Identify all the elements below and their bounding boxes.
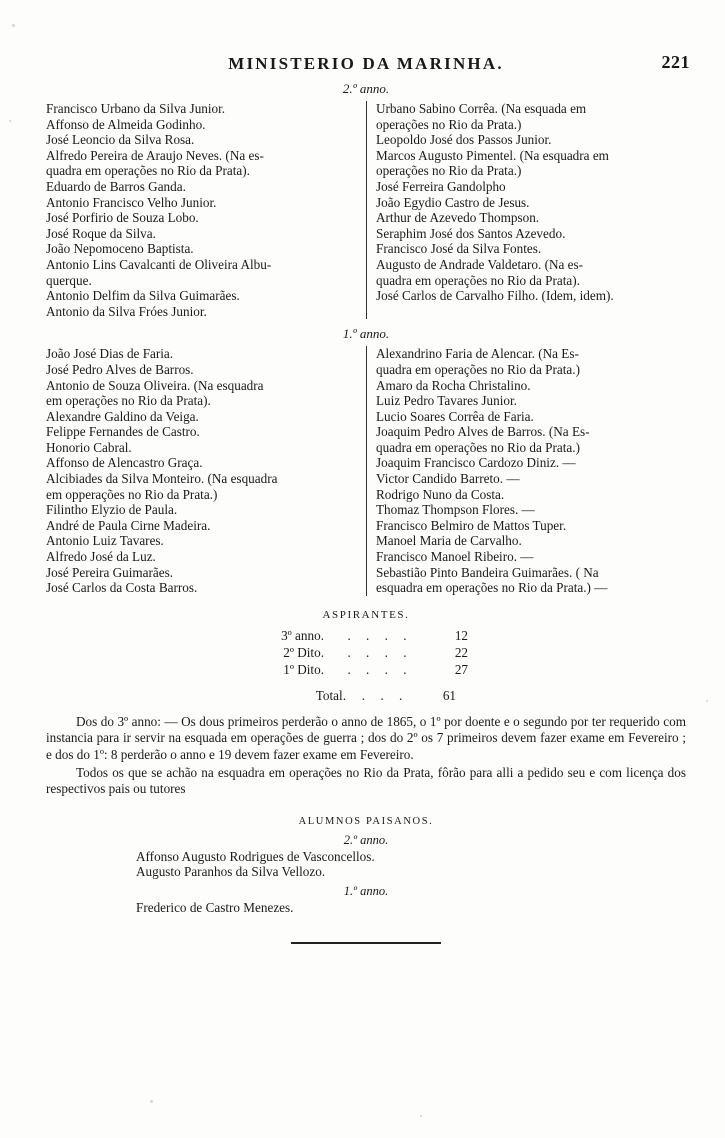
list-item-continuation: em operações no Rio da Prata). — [46, 393, 211, 409]
name-columns-section-2 — [46, 346, 686, 596]
list-item: Antonio Lins Cavalcanti de Oliveira Albu- — [46, 256, 272, 272]
page-title: MINISTERIO DA MARINHA. — [228, 54, 504, 73]
list-item: Affonso de Alencastro Graça. — [46, 455, 203, 471]
list-item: Felippe Fernandes de Castro. — [46, 424, 200, 440]
page-speck — [150, 1100, 153, 1103]
list-item-continuation: quadra em operações no Rio da Prata.) — [376, 361, 580, 377]
list-item: José Leoncio da Silva Rosa. — [46, 132, 195, 148]
page-number: 221 — [661, 52, 690, 72]
list-item: Affonso de Almeida Godinho. — [46, 116, 206, 132]
tally-value: 27 — [454, 661, 468, 677]
list-item: Luiz Pedro Tavares Junior. — [376, 393, 517, 409]
list-item: Antonio Delfim da Silva Guimarães. — [46, 288, 240, 304]
name-columns-section-1 — [46, 101, 686, 319]
tally-row — [216, 661, 516, 678]
list-item: José Pereira Guimarães. — [46, 564, 174, 580]
page-speck — [12, 24, 15, 27]
list-item: Amaro da Rocha Christalino. — [376, 377, 531, 393]
column-left — [46, 346, 366, 596]
list-item: Alfredo Pereira de Araujo Neves. (Na es- — [46, 147, 264, 163]
list-item: José Porfirio de Souza Lobo. — [46, 210, 199, 226]
list-item: Augusto de Andrade Valdetaro. (Na es- — [376, 256, 584, 272]
tally-label: 1º Dito. — [283, 661, 324, 677]
list-item: Frederico de Castro Menezes. — [136, 900, 294, 916]
tally-dots: . . . . — [347, 627, 413, 643]
tally-value: 12 — [454, 627, 468, 643]
page-content — [46, 44, 690, 944]
list-item: Rodrigo Nuno da Costa. — [376, 486, 505, 502]
list-item-continuation: quadra em operações no Rio da Prata). — [376, 272, 580, 288]
list-item: João Nepomoceno Baptista. — [46, 241, 194, 257]
list-item: Thomaz Thompson Flores. — — [376, 502, 535, 518]
list-item: Leopoldo José dos Passos Junior. — [376, 132, 552, 148]
list-item-continuation: querque. — [46, 272, 92, 288]
list-item: Francisco Manoel Ribeiro. — — [376, 549, 534, 565]
list-item: Marcos Augusto Pimentel. (Na esquadra em — [376, 147, 609, 163]
list-item: José Ferreira Gandolpho — [376, 178, 506, 194]
list-item-continuation: quadra em operações no Rio da Prata). — [46, 163, 250, 179]
list-item: José Roque da Silva. — [46, 225, 156, 241]
list-item-continuation: esquadra em operações no Rio da Prata.) — — [376, 580, 608, 596]
tally-total-label: Total. — [315, 687, 346, 703]
footer-rule — [291, 942, 441, 944]
list-item: Sebastião Pinto Bandeira Guimarães. ( Na — [376, 564, 599, 580]
list-item: Seraphim José dos Santos Azevedo. — [376, 225, 566, 241]
aspirantes-tally — [216, 627, 516, 704]
column-right — [366, 346, 686, 596]
page-speck — [9, 120, 11, 122]
list-item: Honorio Cabral. — [46, 439, 132, 455]
alumnos-year-label: 2.º anno. — [343, 832, 389, 847]
tally-label: 2º Dito. — [283, 644, 324, 660]
tally-dots: . . . . — [347, 644, 413, 660]
column-right — [366, 101, 686, 319]
tally-label: 3º anno. — [281, 627, 324, 643]
list-item-continuation: operações no Rio da Prata.) — [376, 116, 522, 132]
tally-total-row — [216, 687, 516, 704]
list-item: Alcibiades da Silva Monteiro. (Na esquadra — [46, 471, 278, 487]
tally-total-dots: . . . — [361, 687, 409, 703]
paragraph: Todos os que se achão na esquadra em operações no Rio da Prata, fôrão para alli a pedido seu e com licença dos respectivos pais ou tutores — [46, 765, 686, 797]
list-item: Alfredo José da Luz. — [46, 549, 156, 565]
tally-dots: . . . . — [347, 661, 413, 677]
list-item: Victor Candido Barreto. — — [376, 471, 520, 487]
list-item: Francisco Belmiro de Mattos Tuper. — [376, 517, 567, 533]
page-header — [46, 44, 690, 74]
list-item: Urbano Sabino Corrêa. (Na esquada em — [376, 101, 587, 116]
list-item: Lucio Soares Corrêa de Faria. — [376, 408, 534, 424]
list-item: André de Paula Cirne Madeira. — [46, 517, 211, 533]
list-item: Antonio da Silva Fróes Junior. — [46, 303, 207, 319]
list-item: Eduardo de Barros Ganda. — [46, 178, 186, 194]
tally-row — [216, 644, 516, 661]
page-speck — [420, 1115, 422, 1117]
list-item: Filintho Elyzio de Paula. — [46, 502, 178, 518]
list-item: José Carlos da Costa Barros. — [46, 580, 198, 596]
section-year-label: 2.º anno. — [342, 81, 390, 96]
list-item: Manoel Maria de Carvalho. — [376, 533, 522, 549]
list-item: Antonio Luiz Tavares. — [46, 533, 164, 549]
list-item: Antonio de Souza Oliveira. (Na esquadra — [46, 377, 264, 393]
list-item: João Egydio Castro de Jesus. — [376, 194, 530, 210]
list-item: José Carlos de Carvalho Filho. (Idem, idem). — [376, 288, 614, 304]
list-item: José Pedro Alves de Barros. — [46, 361, 194, 377]
alumnos-heading: ALUMNOS PAISANOS. — [298, 815, 434, 827]
list-item: Joaquim Francisco Cardozo Diniz. — — [376, 455, 576, 471]
list-item: Antonio Francisco Velho Junior. — [46, 194, 217, 210]
paragraph: Dos do 3º anno: — Os dous primeiros perderão o anno de 1865, o 1º por doente e o segundo por ter requerido com instancia para ir servir na esquada em operações de guerra ; dos do 2º os 7 primeiros devem fazer exame em Fevereiro ; e dos do 1º: 8 perderão o anno e 19 devem fazer exame em Fevereiro. — [46, 713, 686, 762]
list-item: Arthur de Azevedo Thompson. — [376, 210, 540, 226]
tally-row — [216, 627, 516, 644]
list-item: Alexandre Galdino da Veiga. — [46, 408, 199, 424]
list-item: Augusto Paranhos da Silva Vellozo. — [136, 864, 326, 880]
tally-total-value: 61 — [442, 687, 456, 703]
alumnos-year-label: 1.º anno. — [343, 884, 389, 899]
list-item: Alexandrino Faria de Alencar. (Na Es- — [376, 346, 579, 362]
list-item: Francisco Urbano da Silva Junior. — [46, 101, 226, 116]
aspirantes-heading: ASPIRANTES. — [322, 608, 410, 621]
list-item: Affonso Augusto Rodrigues de Vasconcellos. — [136, 848, 375, 864]
list-item: Francisco José da Silva Fontes. — [376, 241, 542, 257]
list-item: Joaquim Pedro Alves de Barros. (Na Es- — [376, 424, 590, 440]
tally-value: 22 — [454, 644, 468, 660]
section-year-label: 1.º anno. — [342, 326, 390, 342]
list-item-continuation: quadra em operações no Rio da Prata.) — [376, 439, 580, 455]
list-item-continuation: operações no Rio da Prata.) — [376, 163, 522, 179]
page-speck — [706, 700, 708, 702]
column-left — [46, 101, 366, 319]
list-item: João José Dias de Faria. — [46, 346, 174, 362]
list-item-continuation: em opperações no Rio da Prata.) — [46, 486, 218, 502]
